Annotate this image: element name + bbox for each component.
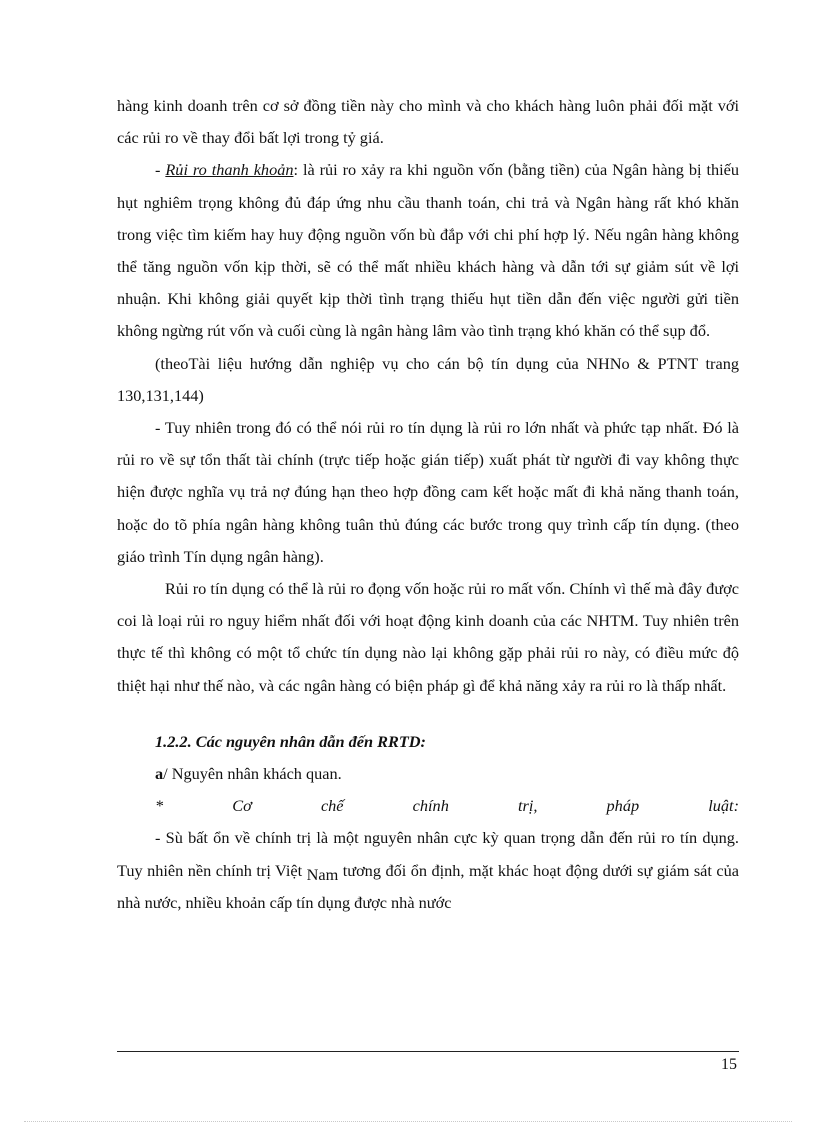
- subsection-political-legal: * Cơ chế chính trị, pháp luật:: [155, 796, 739, 816]
- subsection-title: / Nguyên nhân khách quan.: [163, 764, 342, 784]
- paragraph-credit-risk: - Tuy nhiên trong đó có thể nói rủi ro tín dụng là rủi ro lớn nhất và phức tạp nhất. Đó là rủi ro về sự tổn thất tài chính (trực tiếp hoặc gián tiếp) xuất phát từ người đi vay không thực hiện được nghĩa vụ trả nợ đúng hạn theo hợp đồng cam kết hoặc mất đi khả năng thanh toán, hoặc do tõ phía ngân hàng không tuân thủ đúng các bước trong quy trình cấp tín dụng. (theo giáo trình Tín dụng ngân hàng).: [117, 418, 739, 566]
- paragraph-liquidity-risk: [117, 154, 739, 347]
- term-liquidity-risk: Rủi ro thanh khoản: [165, 160, 294, 180]
- country-name: Nam: [306, 864, 339, 884]
- paragraph-text-end: tương đối ổn định, mặt khác hoạt động dưới sự giám sát của nhà nước, nhiều khoản cấp tín dụng được nhà nước: [117, 860, 739, 912]
- dash: -: [155, 160, 166, 180]
- subsection-objective-causes: [117, 758, 739, 790]
- spacer: [117, 702, 739, 726]
- footer-rule: [117, 1051, 739, 1052]
- paragraph-citation: (theoTài liệu hướng dẫn nghiệp vụ cho cán bộ tín dụng của NHNo & PTNT trang 130,131,144): [117, 353, 739, 405]
- paragraph-political-instability: [117, 822, 739, 919]
- page-edge: [24, 1121, 792, 1122]
- paragraph-exchange-rate: hàng kinh doanh trên cơ sở đồng tiền này cho mình và cho khách hàng luôn phải đối mặt với các rủi ro về thay đổi bất lợi trong tỷ giá.: [117, 96, 739, 148]
- page-number: 15: [721, 1056, 737, 1073]
- paragraph-text-start: - Sù bất ổn về chính trị là một nguyên nhân cực kỳ quan trọng dẫn đến rủi ro tín dụng. Tuy nhiên nền chính trị Việt: [117, 828, 739, 880]
- paragraph-credit-risk-types: Rủi ro tín dụng có thể là rủi ro đọng vốn hoặc rủi ro mất vốn. Chính vì thế mà đây được coi là loại rủi ro nguy hiểm nhất đối với hoạt động kinh doanh của các NHTM. Tuy nhiên trên thực tế thì không có một tổ chức tín dụng nào lại không gặp phải rủi ro này, có điều mức độ thiệt hại như thế nào, và các ngân hàng có biện pháp gì để khả năng xảy ra rủi ro là thấp nhất.: [117, 579, 739, 695]
- section-heading: 1.2.2. Các nguyên nhân dẫn đến RRTD:: [155, 731, 426, 751]
- liquidity-risk-definition: : là rủi ro xảy ra khi nguồn vốn (bằng tiền) của Ngân hàng bị thiếu hụt nghiêm trọng không đủ đáp ứng nhu cầu thanh toán, chi trả và Ngân hàng rất khó khăn trong việc tìm kiếm hay huy động nguồn vốn bù đắp với chi phí hợp lý. Nếu ngân hàng không thể tăng nguồn vốn kịp thời, sẽ có thể mất nhiều khách hàng và dẫn tới sự giảm sút về lợi nhuận. Khi không giải quyết kịp thời tình trạng thiếu hụt tiền dẫn đến việc người gửi tiền không ngừng rút vốn và cuối cùng là ngân hàng lâm vào tình trạng khó khăn có thể sụp đổ.: [117, 160, 739, 341]
- subsection-letter: a: [155, 764, 164, 784]
- body-text: [117, 90, 739, 919]
